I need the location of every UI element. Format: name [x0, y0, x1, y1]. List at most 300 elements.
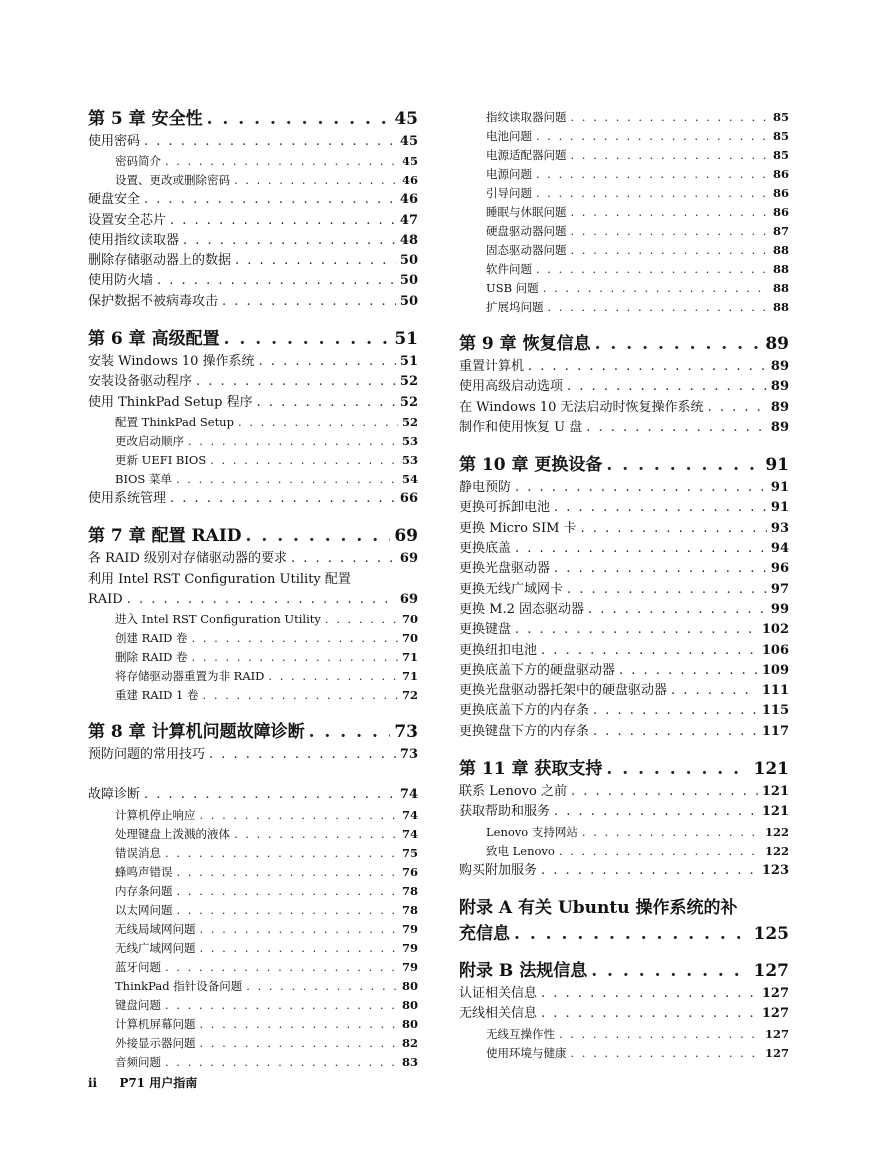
leader-dots	[536, 165, 769, 184]
leader-dots	[554, 559, 767, 579]
toc-entry[interactable]	[459, 539, 789, 559]
leader-dots	[144, 785, 396, 805]
toc-page-number: 79	[401, 921, 418, 936]
toc-page-number: 89	[770, 379, 789, 395]
toc-entry-title: 电池问题	[486, 129, 532, 143]
toc-entry-title: 设置安全芯片	[88, 212, 167, 228]
toc-entry-title: 附录 B 法规信息	[459, 960, 588, 981]
toc-entry[interactable]	[459, 580, 789, 600]
toc-entry[interactable]	[459, 279, 789, 298]
toc-entry[interactable]	[88, 1034, 418, 1053]
toc-entry-title: 联系 Lenovo 之前	[459, 784, 567, 800]
toc-page-number: 83	[401, 1054, 418, 1069]
leader-dots	[708, 398, 767, 418]
toc-page-number: 85	[772, 110, 789, 124]
leader-dots	[541, 861, 758, 881]
toc-entry-title: 致电 Lenovo	[486, 843, 555, 858]
leader-dots	[144, 190, 396, 210]
toc-entry[interactable]	[88, 152, 418, 171]
leader-dots	[536, 260, 769, 279]
toc-entry[interactable]	[88, 882, 418, 901]
toc-entry-title: 无线相关信息	[459, 1006, 538, 1022]
toc-entry-title: 重建 RAID 1 卷	[115, 688, 199, 703]
toc-entry[interactable]	[459, 1044, 789, 1063]
toc-page-number: 53	[401, 433, 418, 448]
toc-entry[interactable]	[88, 977, 418, 996]
toc-entry[interactable]	[459, 519, 789, 539]
leader-dots	[246, 523, 391, 549]
toc-page-number: 53	[401, 452, 418, 467]
toc-entry-title: 第 7 章 配置 RAID	[88, 526, 242, 547]
toc-appendix-a[interactable]: 附录 A 有关 Ubuntu 操作系统的补 充信息 . . . 125	[459, 895, 789, 947]
toc-entry[interactable]	[459, 357, 789, 377]
leader-dots	[325, 610, 398, 629]
toc-entry-title: 处理键盘上泼溅的液体	[115, 826, 230, 841]
toc-entry[interactable]	[459, 600, 789, 620]
toc-page-number: 73	[394, 722, 418, 743]
toc-entry[interactable]	[88, 251, 418, 271]
leader-dots	[571, 108, 769, 127]
toc-page-number: 52	[399, 394, 418, 410]
toc-page-number: 99	[770, 601, 789, 617]
toc-page-number: 50	[399, 253, 418, 269]
toc-page-number: 51	[394, 329, 418, 350]
toc-page-number: 47	[399, 212, 418, 228]
toc-entry-title: 更换 Micro SIM 卡	[459, 520, 577, 536]
toc-entry[interactable]	[88, 844, 418, 863]
toc-entry-title: 使用 ThinkPad Setup 程序	[88, 394, 253, 410]
toc-entry-title: 外接显示器问题	[115, 1035, 196, 1050]
toc-entry[interactable]	[459, 1025, 789, 1044]
toc-entry[interactable]	[88, 393, 418, 413]
toc-entry-title: 更换纽扣电池	[459, 642, 538, 658]
toc-entry[interactable]	[88, 1015, 418, 1034]
toc-entry-title: 第 8 章 计算机问题故障诊断	[88, 722, 305, 743]
toc-entry-title: 创建 RAID 卷	[115, 631, 188, 646]
toc-chapter-11[interactable]	[459, 756, 789, 782]
toc-entry-title: 使用系统管理	[88, 490, 167, 506]
toc-entry[interactable]	[459, 641, 789, 661]
toc-entry-title: 更换可拆卸电池	[459, 500, 551, 516]
toc-entry-title: 计算机停止响应	[115, 807, 196, 822]
toc-entry-title: 睡眠与休眠问题	[486, 205, 567, 219]
leader-dots	[200, 939, 398, 958]
toc-chapter-7[interactable]	[88, 523, 418, 549]
toc-entry-title: 配置 ThinkPad Setup	[115, 414, 234, 429]
toc-entry-title: 更换 M.2 固态驱动器	[459, 601, 584, 617]
toc-entry[interactable]	[459, 203, 789, 222]
leader-dots	[515, 478, 767, 498]
toc-entry[interactable]	[88, 648, 418, 667]
toc-entry[interactable]	[88, 958, 418, 977]
page-footer	[88, 1074, 197, 1091]
leader-dots	[515, 620, 758, 640]
toc-entry[interactable]	[88, 231, 418, 251]
toc-chapter-8[interactable]	[88, 719, 418, 745]
toc-entry[interactable]	[459, 146, 789, 165]
toc-page-number: 86	[772, 167, 789, 181]
toc-entry[interactable]	[88, 211, 418, 231]
toc-entry-title: 认证相关信息	[459, 985, 538, 1001]
toc-page-number: 117	[761, 723, 789, 739]
toc-page-number: 89	[770, 419, 789, 435]
toc-entry-title: 音频问题	[115, 1054, 161, 1069]
toc-page-number: 69	[394, 526, 418, 547]
toc-page-number: 50	[399, 293, 418, 309]
toc-entry-title: 删除存储驱动器上的数据	[88, 253, 232, 269]
toc-entry-title: 电源适配器问题	[486, 148, 567, 162]
toc-page-number: 109	[761, 662, 789, 678]
toc-page-number: 79	[401, 959, 418, 974]
toc-entry[interactable]	[459, 298, 789, 317]
toc-entry[interactable]	[88, 745, 418, 765]
toc-entry-title: 将存储驱动器重置为非 RAID	[115, 669, 265, 684]
leader-dots	[586, 418, 767, 438]
leader-dots	[183, 231, 396, 251]
leader-dots	[188, 432, 398, 451]
toc-page-number: 86	[772, 186, 789, 200]
leader-dots	[177, 882, 398, 901]
toc-entry[interactable]	[88, 549, 418, 569]
toc-entry-title: 更换底盖	[459, 541, 512, 557]
toc-entry[interactable]	[459, 377, 789, 397]
leader-dots	[528, 357, 767, 377]
page-number: ii	[88, 1076, 98, 1090]
leader-dots	[196, 372, 396, 392]
leader-dots	[176, 470, 398, 489]
toc-entry-title: 更换底盖下方的内存条	[459, 703, 590, 719]
toc-page-number: 48	[399, 232, 418, 248]
toc-entry-title: 使用密码	[88, 134, 141, 149]
toc-entry-title: 重置计算机	[459, 359, 525, 374]
toc-entry[interactable]	[88, 171, 418, 190]
toc-entry[interactable]	[459, 701, 789, 721]
toc-entry[interactable]	[88, 806, 418, 825]
leader-dots	[567, 580, 767, 600]
leader-dots	[259, 352, 396, 372]
toc-entry-title: 第 6 章 高级配置	[88, 329, 220, 350]
leader-dots	[543, 279, 769, 298]
toc-entry-title: 使用环境与健康	[486, 1045, 567, 1060]
leader-dots	[200, 1015, 398, 1034]
toc-entry[interactable]	[459, 861, 789, 881]
toc-entry-title: 安装 Windows 10 操作系统	[88, 354, 255, 370]
toc-page-number: 73	[399, 747, 418, 763]
toc-left-column	[88, 106, 418, 1072]
toc-entry[interactable]	[88, 863, 418, 882]
toc-entry[interactable]	[459, 1004, 789, 1024]
toc-entry[interactable]	[88, 610, 418, 629]
toc-entry-title: 指纹读取器问题	[486, 110, 567, 124]
toc-entry-title: 在 Windows 10 无法启动时恢复操作系统	[459, 399, 704, 415]
leader-dots	[309, 719, 391, 745]
toc-entry-title: 内存条问题	[115, 883, 173, 898]
toc-chapter-10[interactable]	[459, 452, 789, 478]
toc-entry-title: 以太网问题	[115, 902, 173, 917]
toc-entry[interactable]	[88, 629, 418, 648]
toc-chapter-5[interactable]	[88, 106, 418, 132]
toc-entry[interactable]	[459, 842, 789, 861]
leader-dots	[165, 844, 398, 863]
toc-page-number: 78	[401, 883, 418, 898]
toc-page-number: 74	[399, 787, 418, 803]
toc-entry-title: 第 9 章 恢复信息	[459, 334, 591, 354]
toc-entry[interactable]	[88, 939, 418, 958]
leader-dots	[541, 984, 758, 1004]
toc-page-number: 79	[401, 940, 418, 955]
toc-entry[interactable]	[459, 802, 789, 822]
toc-page-number: 89	[770, 399, 789, 415]
leader-dots	[170, 211, 396, 231]
leader-dots	[581, 519, 767, 539]
toc-entry[interactable]	[88, 432, 418, 451]
toc-page-number: 45	[399, 134, 418, 149]
toc-page-number: 80	[401, 978, 418, 993]
toc-entry-wrapped[interactable]: 利用 Intel RST Configuration Utility 配置 RAID . . . 69	[88, 570, 418, 611]
toc-entry[interactable]	[459, 559, 789, 579]
toc-page-number: 93	[770, 520, 789, 536]
document-title: P71 用户指南	[119, 1076, 198, 1090]
toc-entry-title: 使用高级启动选项	[459, 379, 564, 395]
leader-dots	[606, 452, 761, 478]
leader-dots	[234, 825, 398, 844]
toc-page-number: 111	[761, 683, 789, 699]
toc-entry[interactable]	[459, 722, 789, 742]
toc-entry[interactable]	[88, 825, 418, 844]
leader-dots	[165, 996, 398, 1015]
toc-entry[interactable]	[459, 782, 789, 802]
leader-dots	[268, 667, 398, 686]
toc-page-number: 88	[772, 243, 789, 257]
toc-entry[interactable]	[88, 271, 418, 291]
leader-dots	[238, 413, 398, 432]
leader-dots	[571, 1044, 761, 1063]
toc-page-number: 87	[772, 224, 789, 238]
toc-entry[interactable]	[88, 785, 418, 805]
toc-entry[interactable]	[88, 470, 418, 489]
toc-entry-title: 计算机屏幕问题	[115, 1016, 196, 1031]
toc-entry-title: 固态驱动器问题	[486, 243, 567, 257]
toc-page-number: 54	[401, 471, 418, 486]
toc-page-number: 51	[399, 354, 418, 370]
toc-page-number: 74	[401, 826, 418, 841]
leader-dots	[554, 498, 767, 518]
leader-dots	[559, 1025, 761, 1044]
toc-chapter-6[interactable]	[88, 326, 418, 352]
leader-dots	[210, 451, 398, 470]
toc-entry[interactable]	[88, 489, 418, 509]
toc-entry[interactable]	[459, 620, 789, 640]
toc-page-number: 102	[761, 622, 789, 638]
toc-entry[interactable]	[88, 1053, 418, 1072]
toc-entry-title: 删除 RAID 卷	[115, 650, 188, 665]
toc-entry[interactable]	[459, 823, 789, 842]
leader-dots	[588, 600, 767, 620]
toc-entry-title: ThinkPad 指针设备问题	[115, 978, 243, 993]
toc-entry[interactable]	[459, 108, 789, 127]
toc-entry[interactable]	[459, 398, 789, 418]
leader-dots	[559, 842, 761, 861]
toc-entry-title: 预防问题的常用技巧	[88, 747, 206, 763]
toc-entry[interactable]	[88, 996, 418, 1015]
toc-page-number: 91	[765, 455, 789, 476]
leader-dots	[203, 686, 398, 705]
toc-page-number: 127	[764, 1026, 789, 1041]
toc-entry-title: 无线广域网问题	[115, 940, 196, 955]
toc-entry-title: 更换底盖下方的硬盘驱动器	[459, 662, 616, 678]
leader-dots	[177, 901, 398, 920]
leader-dots	[257, 393, 396, 413]
leader-dots	[571, 203, 769, 222]
toc-entry-title: 更换光盘驱动器托架中的硬盘驱动器	[459, 683, 668, 699]
toc-page-number: 122	[764, 843, 789, 858]
leader-dots	[165, 152, 398, 171]
toc-page-number: 125	[753, 923, 789, 944]
toc-entry[interactable]	[459, 260, 789, 279]
leader-dots	[514, 921, 750, 947]
leader-dots	[571, 782, 758, 802]
toc-page-number: 127	[764, 1045, 789, 1060]
leader-dots	[567, 377, 767, 397]
leader-dots	[595, 331, 762, 357]
leader-dots	[144, 132, 396, 152]
toc-page-number: 52	[399, 374, 418, 390]
leader-dots	[593, 701, 758, 721]
toc-entry[interactable]	[88, 451, 418, 470]
toc-appendix-b[interactable]	[459, 958, 789, 984]
leader-dots	[192, 629, 398, 648]
toc-page-number: 85	[772, 129, 789, 143]
toc-entry-title: 硬盘安全	[88, 192, 141, 208]
toc-entry-title: USB 问题	[486, 281, 539, 295]
toc-entry[interactable]	[459, 984, 789, 1004]
toc-entry-title: 第 5 章 安全性	[88, 109, 203, 129]
toc-page-number: 69	[399, 551, 418, 567]
toc-page-number: 70	[401, 612, 418, 627]
toc-entry-title: 硬盘驱动器问题	[486, 224, 567, 238]
toc-entry-title: 密码简介	[115, 154, 161, 169]
toc-page-number: 123	[761, 862, 789, 878]
toc-page-number: 46	[399, 192, 418, 208]
toc-entry-title: 蜂鸣声错误	[115, 864, 173, 879]
toc-page-number: 52	[401, 414, 418, 429]
leader-dots	[200, 920, 398, 939]
toc-entry[interactable]	[459, 681, 789, 701]
toc-entry[interactable]	[88, 686, 418, 705]
toc-page-number: 85	[772, 148, 789, 162]
toc-entry[interactable]	[88, 920, 418, 939]
toc-entry[interactable]	[88, 132, 418, 152]
leader-dots	[541, 1004, 758, 1024]
toc-page-number: 78	[401, 902, 418, 917]
toc-entry-title: 第 10 章 更换设备	[459, 455, 603, 476]
toc-entry-title: 无线局域网问题	[115, 921, 196, 936]
toc-entry-title: 第 11 章 获取支持	[459, 759, 603, 780]
toc-page-number: 91	[770, 500, 789, 516]
toc-entry-title: 设置、更改或删除密码	[115, 173, 230, 188]
toc-page-number: 88	[772, 262, 789, 276]
toc-entry[interactable]	[88, 413, 418, 432]
toc-entry-title: 无线互操作性	[486, 1026, 555, 1041]
toc-entry[interactable]	[459, 165, 789, 184]
toc-entry-title: 扩展坞问题	[486, 300, 544, 314]
leader-dots	[554, 802, 758, 822]
leader-dots	[619, 661, 758, 681]
toc-page-number: 71	[401, 669, 418, 684]
toc-entry[interactable]	[459, 127, 789, 146]
toc-page-number: 75	[401, 845, 418, 860]
leader-dots	[127, 590, 396, 610]
toc-page-number: 89	[765, 334, 789, 354]
leader-dots	[192, 648, 398, 667]
toc-page-number: 121	[753, 759, 789, 780]
toc-entry[interactable]	[88, 901, 418, 920]
toc-entry-title: 键盘问题	[115, 997, 161, 1012]
leader-dots	[207, 106, 391, 132]
toc-entry[interactable]	[459, 498, 789, 518]
toc-entry[interactable]	[459, 418, 789, 438]
toc-entry-title: 引导问题	[486, 186, 532, 200]
toc-page-number: 80	[401, 997, 418, 1012]
toc-entry-title: 故障诊断	[88, 787, 141, 803]
leader-dots	[591, 958, 749, 984]
toc-page-number: 80	[401, 1016, 418, 1031]
toc-entry-title: 安装设备驱动程序	[88, 374, 193, 390]
leader-dots	[571, 241, 769, 260]
toc-entry[interactable]	[88, 667, 418, 686]
leader-dots	[200, 1034, 398, 1053]
toc-entry[interactable]	[459, 184, 789, 203]
toc-entry-title: 更换无线广域网卡	[459, 581, 564, 597]
leader-dots	[165, 1053, 398, 1072]
toc-page-number: 82	[401, 1035, 418, 1050]
leader-dots	[170, 489, 396, 509]
toc-entry-title: 更改启动顺序	[115, 433, 184, 448]
leader-dots	[671, 681, 758, 701]
toc-entry[interactable]	[88, 292, 418, 312]
leader-dots	[291, 549, 396, 569]
toc-entry-title: 进入 Intel RST Configuration Utility	[115, 612, 321, 627]
toc-page-number: 91	[770, 480, 789, 496]
toc-page-number: 76	[401, 864, 418, 879]
toc-chapter-9[interactable]	[459, 331, 789, 357]
toc-entry-title: RAID	[88, 591, 123, 607]
toc-entry[interactable]	[459, 661, 789, 681]
toc-page-number: 72	[401, 688, 418, 703]
toc-page-number: 96	[770, 561, 789, 577]
toc-page-number: 94	[770, 541, 789, 557]
toc-entry-title: 更新 UEFI BIOS	[115, 452, 207, 467]
toc-entry[interactable]	[459, 241, 789, 260]
toc-page-number: 45	[394, 109, 418, 129]
leader-dots	[246, 977, 398, 996]
toc-entry-title: 制作和使用恢复 U 盘	[459, 419, 583, 435]
toc-entry-title: 电源问题	[486, 167, 532, 181]
toc-page-number: 127	[753, 960, 789, 981]
leader-dots	[548, 298, 769, 317]
leader-dots	[571, 222, 769, 241]
toc-entry[interactable]	[88, 372, 418, 392]
toc-entry-title: 各 RAID 级别对存储驱动器的要求	[88, 551, 287, 567]
leader-dots	[541, 641, 758, 661]
toc-right-column	[459, 108, 789, 1063]
leader-dots	[177, 863, 398, 882]
toc-entry[interactable]	[459, 478, 789, 498]
toc-entry[interactable]	[88, 190, 418, 210]
toc-entry[interactable]	[459, 222, 789, 241]
leader-dots	[606, 756, 749, 782]
toc-entry[interactable]	[88, 352, 418, 372]
